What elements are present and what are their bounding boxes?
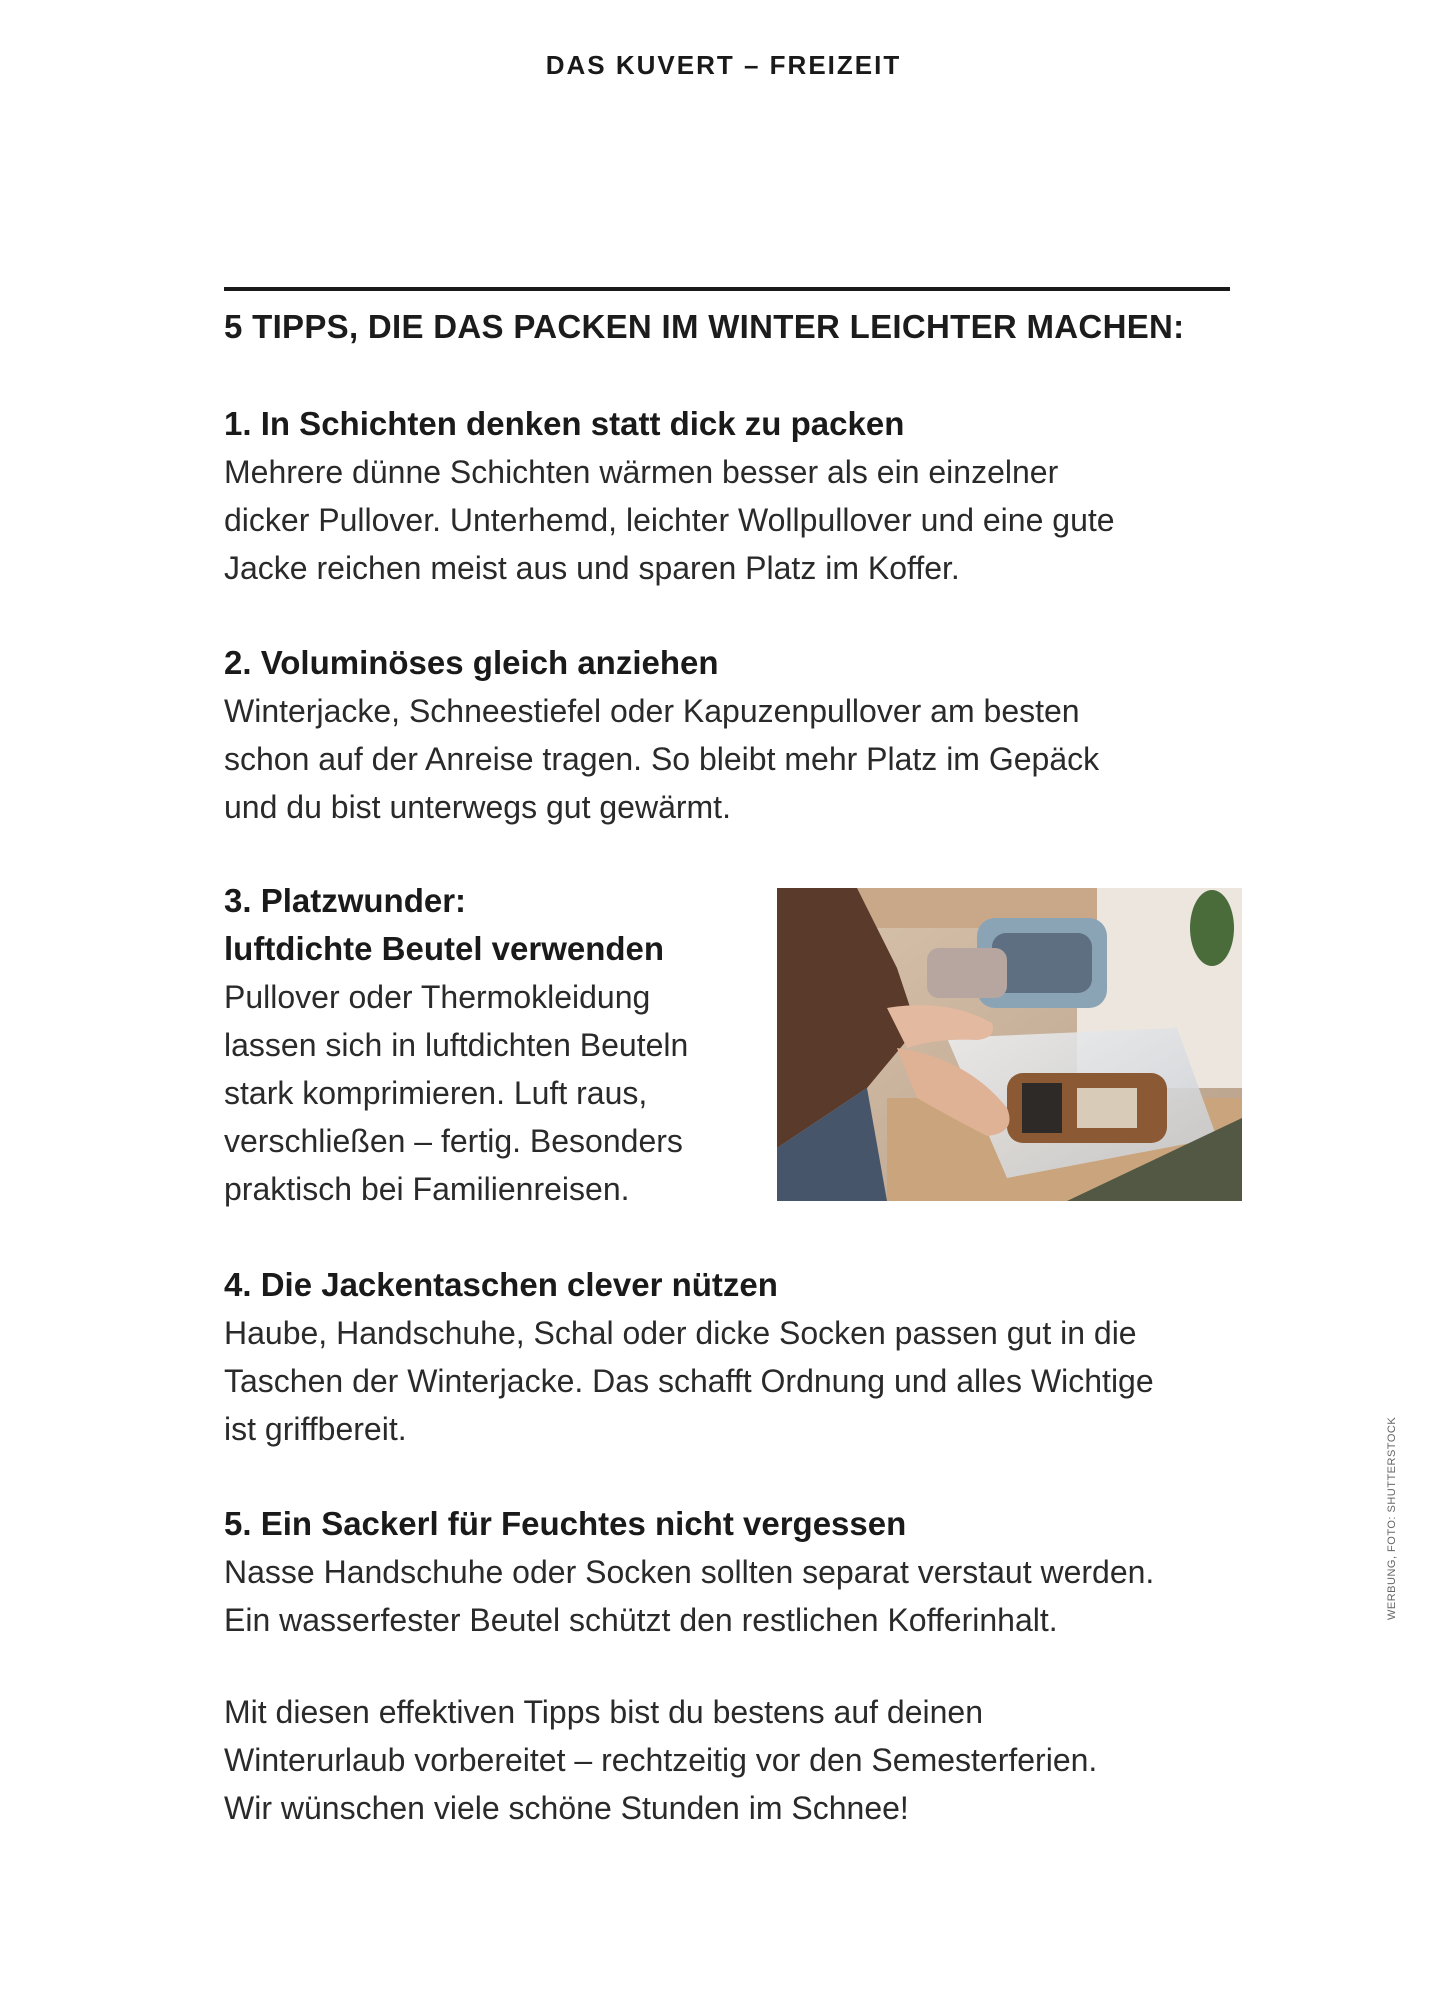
tip-text-line: Winterjacke, Schneestiefel oder Kapuzenpullover am besten <box>224 693 1080 729</box>
tip-3 <box>224 877 764 1213</box>
tip-heading: 1. In Schichten denken statt dick zu packen <box>224 405 905 442</box>
tip-text-line: praktisch bei Familienreisen. <box>224 1171 630 1207</box>
tip-text-line: Jacke reichen meist aus und sparen Platz im Koffer. <box>224 550 960 586</box>
tip-heading: 2. Voluminöses gleich anziehen <box>224 644 719 681</box>
tip-text-line: Haube, Handschuhe, Schal oder dicke Socken passen gut in die <box>224 1315 1137 1351</box>
tip-heading: 3. Platzwunder: <box>224 882 467 919</box>
tip-text-line: Pullover oder Thermokleidung <box>224 979 651 1015</box>
tip-text-line: Ein wasserfester Beutel schützt den restlichen Kofferinhalt. <box>224 1602 1058 1638</box>
tip-1 <box>224 400 1244 592</box>
tip-text-line: Nasse Handschuhe oder Socken sollten separat verstaut werden. <box>224 1554 1155 1590</box>
tip-text-line: lassen sich in luftdichten Beuteln <box>224 1027 689 1063</box>
section-title: 5 TIPPS, DIE DAS PACKEN IM WINTER LEICHTER MACHEN: <box>224 308 1185 345</box>
running-header: DAS KUVERT – FREIZEIT <box>545 50 902 80</box>
tip-text-line: Mehrere dünne Schichten wärmen besser als ein einzelner <box>224 454 1059 490</box>
closing-text-line: Mit diesen effektiven Tipps bist du bestens auf deinen <box>224 1694 983 1730</box>
tip-text-line: stark komprimieren. Luft raus, <box>224 1075 648 1111</box>
tip-4 <box>224 1261 1244 1453</box>
closing-text-line: Winterurlaub vorbereitet – rechtzeitig vor den Semesterferien. <box>224 1742 1098 1778</box>
tip-text-line: ist griffbereit. <box>224 1411 407 1447</box>
tip-text-line: dicker Pullover. Unterhemd, leichter Wollpullover und eine gute <box>224 502 1115 538</box>
closing-text-line: Wir wünschen viele schöne Stunden im Schnee! <box>224 1790 909 1826</box>
tip-text-line: schon auf der Anreise tragen. So bleibt mehr Platz im Gepäck <box>224 741 1100 777</box>
tip-text-line: und du bist unterwegs gut gewärmt. <box>224 789 731 825</box>
tip-heading: luftdichte Beutel verwenden <box>224 930 665 967</box>
tip-heading: 5. Ein Sackerl für Feuchtes nicht vergessen <box>224 1505 907 1542</box>
section-divider <box>224 287 1230 291</box>
photo-credit: WERBUNG, FOTO: SHUTTERSTOCK <box>1386 1416 1398 1620</box>
tip-5 <box>224 1500 1244 1644</box>
tip-text-line: verschließen – fertig. Besonders <box>224 1123 683 1159</box>
packing-photo <box>777 888 1242 1201</box>
tip-text-line: Taschen der Winterjacke. Das schafft Ordnung und alles Wichtige <box>224 1363 1154 1399</box>
tip-2 <box>224 639 1244 831</box>
tip-heading: 4. Die Jackentaschen clever nützen <box>224 1266 778 1303</box>
closing-paragraph <box>224 1688 1244 1832</box>
